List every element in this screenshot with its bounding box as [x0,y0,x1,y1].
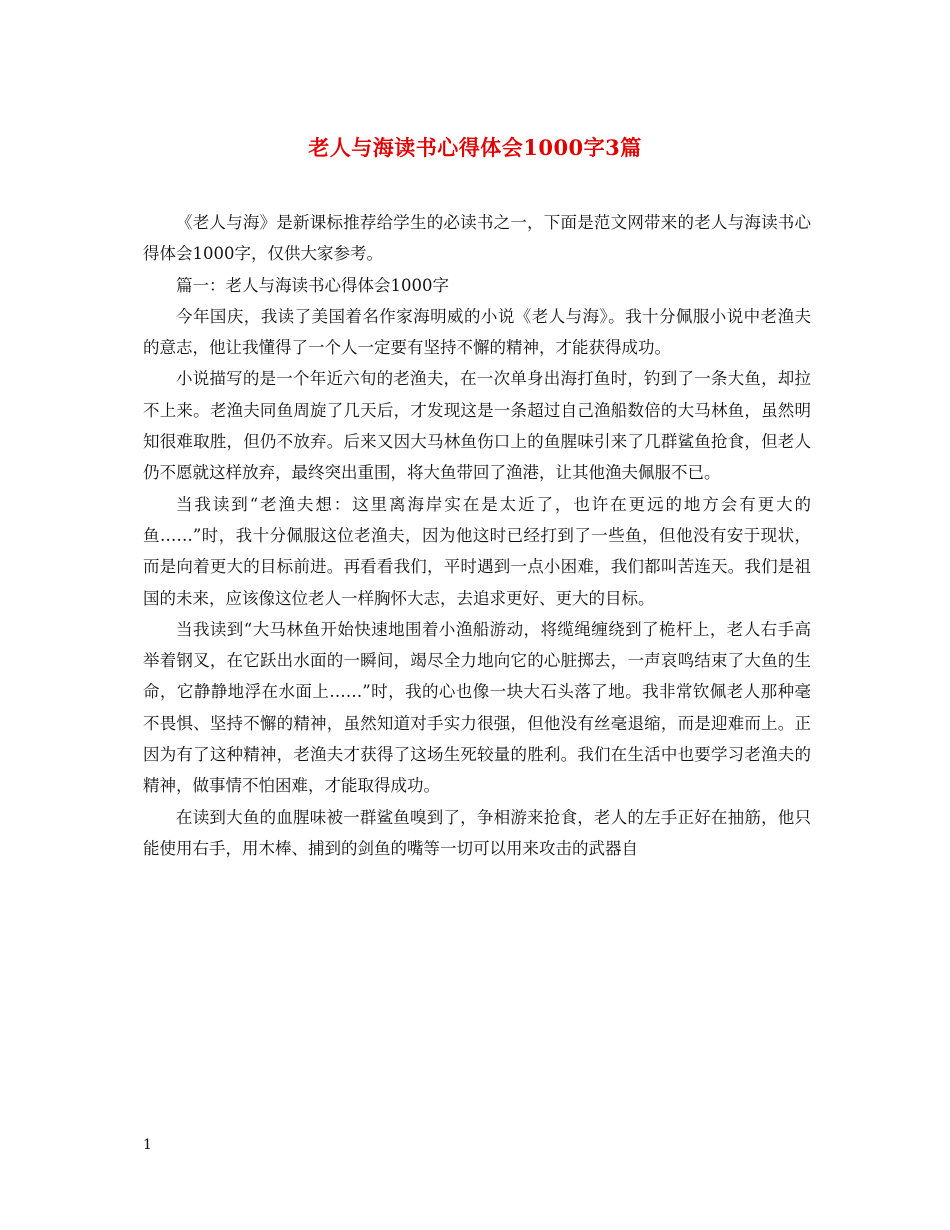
section-heading: 篇一：老人与海读书心得体会1000字 [176,275,449,295]
paragraph: 当我读到“大马林鱼开始快速地围着小渔船游动，将缆绳缠绕到了桅杆上，老人右手高举着钢叉，在它跃出水面的一瞬间，竭尽全力地向它的心脏掷去，一声哀鸣结束了大鱼的生命，它静静地浮在水面上……”时，我的心也像一块大石头落了地。我非常钦佩老人那种毫不畏惧、坚持不懈的精神，虽然知道对手实力很强，但他没有丝毫退缩，而是迎难而上。正因为有了这种精神，老渔夫才获得了这场生死较量的胜利。我们在生活中也要学习老渔夫的精神，做事情不怕困难，才能取得成功。 [143,619,811,796]
document-body [143,207,811,864]
paragraph: 在读到大鱼的血腥味被一群鲨鱼嗅到了，争相游来抢食，老人的左手正好在抽筋，他只能使用右手，用木棒、捕到的剑鱼的嘴等一切可以用来攻击的武器自 [143,807,811,858]
paragraph: 《老人与海》是新课标推荐给学生的必读书之一，下面是范文网带来的老人与海读书心得体会1000字，仅供大家参考。 [143,213,811,264]
paragraph: 小说描写的是一个年近六旬的老渔夫，在一次单身出海打鱼时，钓到了一条大鱼，却拉不上来。老渔夫同鱼周旋了几天后，才发现这是一条超过自己渔船数倍的大马林鱼，虽然明知很难取胜，但仍不放弃。后来又因大马林鱼伤口上的鱼腥味引来了几群鲨鱼抢食，但老人仍不愿就这样放弃，最终突出重围，将大鱼带回了渔港，让其他渔夫佩服不已。 [143,369,811,483]
paragraph: 今年国庆，我读了美国着名作家海明威的小说《老人与海》。我十分佩服小说中老渔夫的意志，他让我懂得了一个人一定要有坚持不懈的精神，才能获得成功。 [143,306,811,358]
page-number: 1 [143,1137,152,1153]
paragraph: 当我读到“老渔夫想：这里离海岸实在是太近了，也许在更远的地方会有更大的鱼……”时，我十分佩服这位老渔夫，因为他这时已经打到了一些鱼，但他没有安于现状，而是向着更大的目标前进。再看看我们，平时遇到一点小困难，我们都叫苦连天。我们是祖国的未来，应该像这位老人一样胸怀大志，去追求更好、更大的目标。 [143,494,811,608]
document-title: 老人与海读书心得体会1000字3篇 [308,135,642,160]
